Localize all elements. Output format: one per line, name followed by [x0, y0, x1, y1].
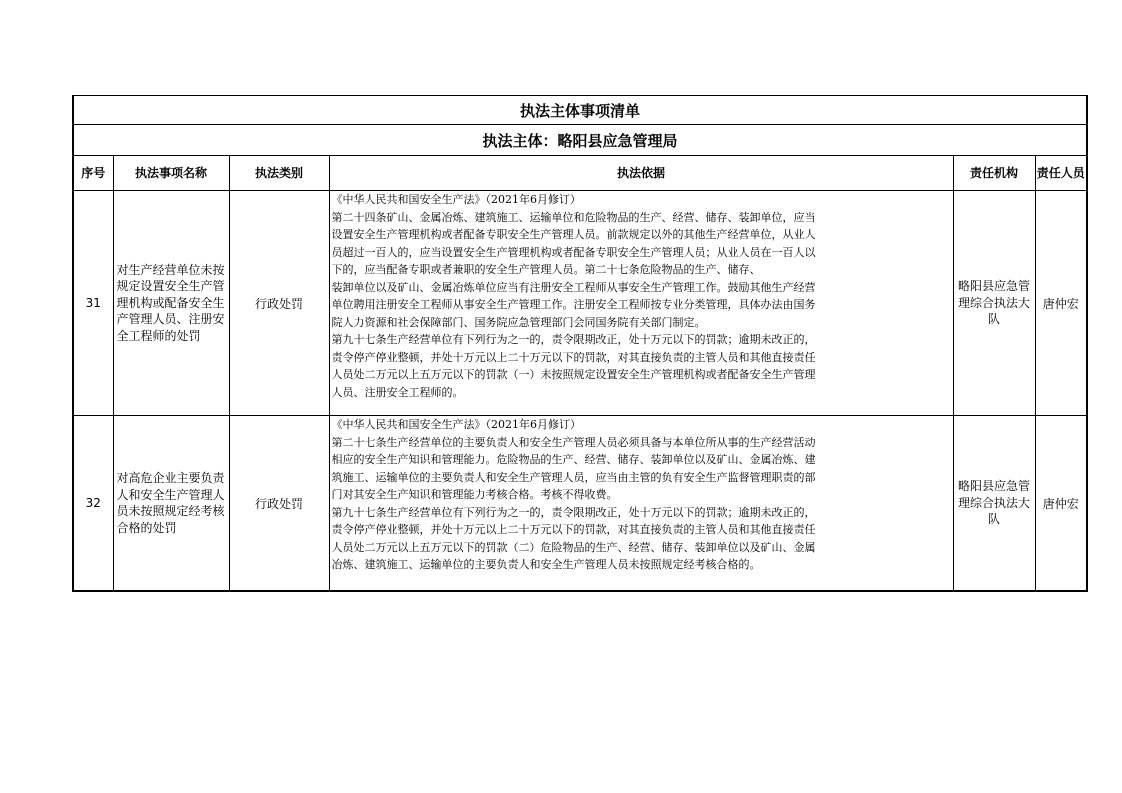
header-category: 执法类别 [229, 156, 329, 191]
table-row [73, 416, 1087, 592]
basis-line: 门对其安全生产知识和管理能力考核合格。考核不得收费。 [331, 488, 618, 501]
basis-line: 院人力资源和社会保障部门、国务院应急管理部门会同国务院有关部门制定。 [331, 315, 706, 329]
table-row [73, 191, 1087, 416]
basis-line: 设置安全生产管理机构或者配备专职安全生产管理人员。前款规定以外的其他生产经营单位，从业人 [331, 228, 816, 241]
basis-line: 第二十四条矿山、金属冶炼、建筑施工、运输单位和危险物品的生产、经营、储存、装卸单位，应当 [331, 210, 816, 224]
basis-line: 冶炼、建筑施工、运输单位的主要负责人和安全生产管理人员未按照规定经考核合格的。 [331, 558, 761, 571]
row-index: 31 [73, 191, 113, 416]
header-basis: 执法依据 [329, 156, 953, 191]
header-org: 责任机构 [953, 156, 1035, 191]
row-category: 行政处罚 [229, 191, 329, 416]
basis-line: 人员处二万元以上五万元以下的罚款（一）未按照规定设置安全生产管理机构或者配备安全生产管理 [331, 368, 816, 381]
basis-line: 责令停产停业整顿，并处十万元以上二十万元以下的罚款，对其直接负责的主管人员和其他直接责任 [331, 350, 816, 364]
basis-line: 人员、注册安全工程师的。 [331, 385, 464, 399]
row-index: 32 [73, 416, 113, 592]
basis-line: 责令停产停业整顿，并处十万元以上二十万元以下的罚款，对其直接负责的主管人员和其他直接责任 [331, 523, 816, 536]
basis-line: 下的，应当配备专职或者兼职的安全生产管理人员。第二十七条危险物品的生产、储存、 [331, 263, 761, 276]
row-item-name: 对高危企业主要负责人和安全生产管理人员未按照规定经考核合格的处罚 [113, 416, 229, 592]
basis-line: 装卸单位以及矿山、金属冶炼单位应当有注册安全工程师从事安全生产管理工作。鼓励其他生产经营 [331, 280, 816, 294]
row-person: 唐仲宏 [1035, 416, 1087, 592]
basis-line: 单位聘用注册安全工程师从事安全生产管理工作。注册安全工程师按专业分类管理，具体办法由国务 [331, 298, 816, 311]
header-person: 责任人员 [1035, 156, 1087, 191]
row-person: 唐仲宏 [1035, 191, 1087, 416]
header-row [73, 156, 1087, 191]
basis-line: 筑施工、运输单位的主要负责人和安全生产管理人员，应当由主管的负有安全生产监督管理职责的部 [331, 470, 816, 484]
row-item-name: 对生产经营单位未按规定设置安全生产管理机构或配备安全生产管理人员、注册安全工程师的处罚 [113, 191, 229, 416]
basis-line: 第九十七条生产经营单位有下列行为之一的，责令限期改正，处十万元以下的罚款；逾期未改正的， [331, 505, 816, 519]
basis-line: 人员处二万元以上五万元以下的罚款（二）危险物品的生产、经营、储存、装卸单位以及矿山、金属 [331, 540, 816, 554]
enforcement-subject: 执法主体：略阳县应急管理局 [73, 125, 1087, 156]
header-item-name: 执法事项名称 [113, 156, 229, 191]
row-basis [329, 191, 953, 416]
row-category: 行政处罚 [229, 416, 329, 592]
basis-line: 《中华人民共和国安全生产法》（2021年6月修订） [331, 193, 581, 206]
row-basis [329, 416, 953, 592]
header-index: 序号 [73, 156, 113, 191]
row-org: 略阳县应急管理综合执法大队 [953, 191, 1035, 416]
enforcement-item-table [72, 95, 1088, 592]
basis-line: 员超过一百人的，应当设置安全生产管理机构或者配备专职安全生产管理人员；从业人员在一百人以 [331, 245, 816, 259]
basis-line: 第二十七条生产经营单位的主要负责人和安全生产管理人员必须具备与本单位所从事的生产经营活动 [331, 435, 816, 449]
basis-line: 《中华人民共和国安全生产法》（2021年6月修订） [331, 418, 581, 431]
row-org: 略阳县应急管理综合执法大队 [953, 416, 1035, 592]
basis-line: 相应的安全生产知识和管理能力。危险物品的生产、经营、储存、装卸单位以及矿山、金属冶炼、建 [331, 453, 816, 466]
sheet-title: 执法主体事项清单 [73, 96, 1087, 125]
basis-line: 第九十七条生产经营单位有下列行为之一的，责令限期改正，处十万元以下的罚款；逾期未改正的， [331, 333, 816, 346]
